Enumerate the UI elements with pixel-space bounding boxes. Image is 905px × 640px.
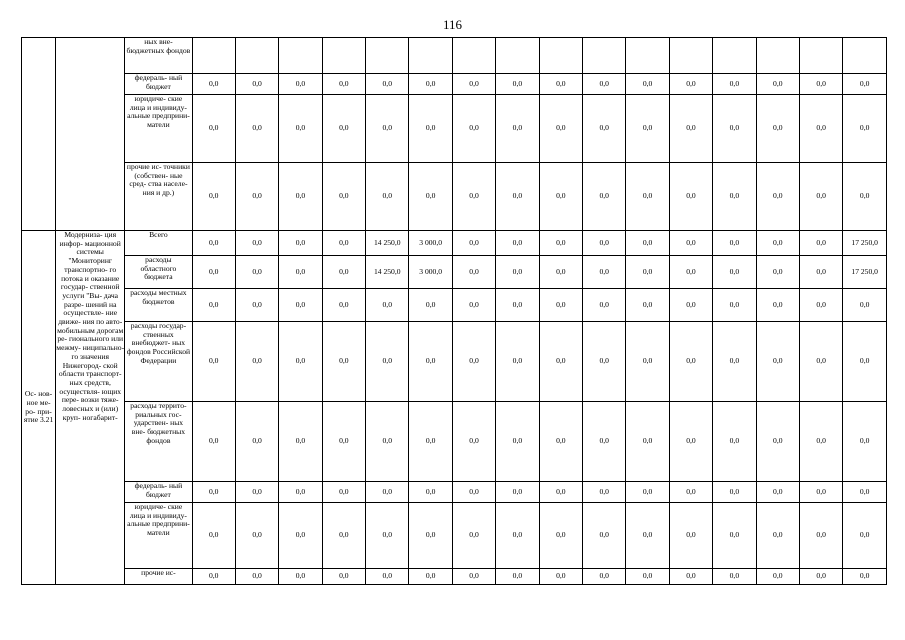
value-cell: 0,0 [279, 74, 322, 95]
value-cell: 14 250,0 [366, 256, 409, 289]
value-cell [843, 38, 887, 74]
source-cell: расходы областного бюджета [125, 256, 192, 289]
value-cell: 0,0 [235, 95, 278, 163]
value-cell: 0,0 [539, 74, 582, 95]
value-cell: 3 000,0 [409, 231, 452, 256]
value-cell: 0,0 [409, 163, 452, 231]
value-cell: 0,0 [452, 95, 495, 163]
value-cell: 0,0 [409, 95, 452, 163]
value-cell: 0,0 [496, 569, 539, 585]
value-cell: 0,0 [799, 482, 842, 503]
value-cell: 0,0 [669, 163, 712, 231]
value-cell: 0,0 [322, 503, 365, 569]
value-cell [626, 38, 669, 74]
value-cell: 14 250,0 [366, 231, 409, 256]
measure-name-cell: Модерниза- ция инфор- мационной системы "Мониторинг транспортно- го потока и оказание государ- ственной услуги "Вы- дача разре- шений на осуществле- ние движе- ния по авто- мобильным дорогам ре- гионального или межму- ниципально- го значения Нижегород- ской области транспорт- ных средств, осуществля- ющих пере- возки тяже- ловесных и (или) круп- ногабарит- [56, 231, 125, 585]
value-cell: 0,0 [756, 503, 799, 569]
value-cell: 0,0 [279, 569, 322, 585]
source-cell: расходы террито- риальных гос- ударствен- ных вне- бюджетных фондов [125, 402, 192, 482]
value-cell: 0,0 [713, 402, 756, 482]
value-cell: 0,0 [843, 482, 887, 503]
value-cell: 0,0 [583, 256, 626, 289]
value-cell: 0,0 [583, 503, 626, 569]
table-row [22, 289, 887, 322]
value-cell: 0,0 [539, 256, 582, 289]
value-cell: 0,0 [583, 231, 626, 256]
value-cell: 0,0 [669, 256, 712, 289]
value-cell: 0,0 [192, 74, 235, 95]
value-cell: 0,0 [496, 289, 539, 322]
value-cell: 0,0 [713, 569, 756, 585]
value-cell: 0,0 [496, 163, 539, 231]
value-cell: 0,0 [235, 569, 278, 585]
value-cell: 0,0 [496, 74, 539, 95]
value-cell: 0,0 [192, 289, 235, 322]
value-cell: 0,0 [799, 163, 842, 231]
value-cell: 0,0 [322, 289, 365, 322]
value-cell: 0,0 [799, 231, 842, 256]
value-cell: 0,0 [322, 163, 365, 231]
value-cell: 0,0 [756, 482, 799, 503]
value-cell: 17 250,0 [843, 256, 887, 289]
value-cell: 0,0 [626, 289, 669, 322]
table-row [22, 402, 887, 482]
value-cell: 0,0 [539, 482, 582, 503]
value-cell: 3 000,0 [409, 256, 452, 289]
table-row [22, 95, 887, 163]
value-cell: 0,0 [669, 289, 712, 322]
value-cell: 0,0 [843, 322, 887, 402]
value-cell: 0,0 [626, 163, 669, 231]
value-cell: 0,0 [235, 74, 278, 95]
value-cell: 0,0 [583, 95, 626, 163]
value-cell: 0,0 [539, 503, 582, 569]
value-cell: 0,0 [409, 402, 452, 482]
value-cell: 0,0 [843, 569, 887, 585]
value-cell: 0,0 [279, 163, 322, 231]
value-cell [669, 38, 712, 74]
value-cell: 0,0 [669, 95, 712, 163]
value-cell: 0,0 [843, 503, 887, 569]
value-cell: 0,0 [583, 289, 626, 322]
value-cell: 0,0 [235, 503, 278, 569]
value-cell: 0,0 [452, 256, 495, 289]
source-cell: юридиче- ские лица и индивиду- альные предприни- матели [125, 503, 192, 569]
value-cell: 0,0 [322, 482, 365, 503]
value-cell: 0,0 [669, 74, 712, 95]
value-cell [366, 38, 409, 74]
value-cell: 0,0 [583, 569, 626, 585]
value-cell: 0,0 [366, 322, 409, 402]
source-cell: ных вне- бюджетных фондов [125, 38, 192, 74]
financing-table [21, 37, 887, 585]
source-cell: расходы местных бюджетов [125, 289, 192, 322]
value-cell: 0,0 [583, 163, 626, 231]
value-cell: 0,0 [626, 95, 669, 163]
value-cell: 0,0 [843, 74, 887, 95]
value-cell: 0,0 [192, 402, 235, 482]
value-cell: 0,0 [756, 322, 799, 402]
value-cell: 0,0 [539, 289, 582, 322]
value-cell: 0,0 [452, 482, 495, 503]
value-cell: 0,0 [279, 289, 322, 322]
value-cell: 0,0 [192, 256, 235, 289]
value-cell: 0,0 [713, 289, 756, 322]
source-cell: прочие ис- [125, 569, 192, 585]
value-cell: 0,0 [322, 322, 365, 402]
value-cell: 0,0 [235, 322, 278, 402]
value-cell: 0,0 [713, 95, 756, 163]
measure-name-cell [56, 38, 125, 231]
value-cell: 0,0 [583, 482, 626, 503]
value-cell: 0,0 [235, 482, 278, 503]
value-cell: 0,0 [713, 74, 756, 95]
value-cell: 0,0 [756, 569, 799, 585]
value-cell: 0,0 [583, 74, 626, 95]
value-cell: 0,0 [799, 74, 842, 95]
value-cell: 0,0 [756, 163, 799, 231]
value-cell: 0,0 [539, 402, 582, 482]
value-cell: 0,0 [235, 256, 278, 289]
value-cell: 0,0 [366, 74, 409, 95]
value-cell: 0,0 [539, 95, 582, 163]
value-cell: 0,0 [713, 231, 756, 256]
value-cell: 0,0 [626, 402, 669, 482]
value-cell: 0,0 [843, 163, 887, 231]
value-cell: 0,0 [669, 231, 712, 256]
value-cell: 0,0 [279, 95, 322, 163]
value-cell [539, 38, 582, 74]
value-cell: 0,0 [192, 482, 235, 503]
value-cell: 0,0 [626, 503, 669, 569]
value-cell: 0,0 [669, 503, 712, 569]
source-cell: юридиче- ские лица и индивиду- альные предприни- матели [125, 95, 192, 163]
value-cell: 0,0 [713, 256, 756, 289]
value-cell: 0,0 [626, 482, 669, 503]
value-cell: 0,0 [409, 503, 452, 569]
value-cell [235, 38, 278, 74]
value-cell: 0,0 [322, 95, 365, 163]
value-cell [496, 38, 539, 74]
table-row [22, 163, 887, 231]
value-cell: 0,0 [366, 569, 409, 585]
value-cell: 0,0 [366, 163, 409, 231]
value-cell: 0,0 [192, 569, 235, 585]
value-cell: 0,0 [409, 482, 452, 503]
value-cell: 0,0 [322, 402, 365, 482]
value-cell: 0,0 [235, 289, 278, 322]
table-row [22, 569, 887, 585]
value-cell: 0,0 [496, 503, 539, 569]
source-cell: прочие ис- точники (собствен- ные сред- ства населе- ния и др.) [125, 163, 192, 231]
value-cell: 0,0 [452, 503, 495, 569]
source-cell: расходы государ- ственных внебюджет- ных фондов Российской Федерации [125, 322, 192, 402]
value-cell: 0,0 [843, 95, 887, 163]
value-cell: 0,0 [235, 231, 278, 256]
value-cell: 0,0 [452, 322, 495, 402]
value-cell: 0,0 [452, 402, 495, 482]
value-cell: 0,0 [279, 256, 322, 289]
value-cell [452, 38, 495, 74]
table-row [22, 482, 887, 503]
value-cell: 0,0 [756, 402, 799, 482]
value-cell: 0,0 [799, 289, 842, 322]
value-cell: 0,0 [279, 482, 322, 503]
value-cell: 0,0 [669, 569, 712, 585]
value-cell: 0,0 [583, 402, 626, 482]
value-cell: 0,0 [626, 322, 669, 402]
value-cell: 0,0 [799, 402, 842, 482]
value-cell [583, 38, 626, 74]
value-cell: 0,0 [496, 231, 539, 256]
value-cell: 0,0 [322, 231, 365, 256]
value-cell: 0,0 [626, 256, 669, 289]
value-cell: 0,0 [322, 256, 365, 289]
value-cell: 0,0 [843, 289, 887, 322]
table-row [22, 38, 887, 74]
value-cell: 0,0 [279, 231, 322, 256]
value-cell: 0,0 [235, 402, 278, 482]
value-cell: 0,0 [669, 482, 712, 503]
value-cell: 17 250,0 [843, 231, 887, 256]
value-cell: 0,0 [192, 231, 235, 256]
value-cell: 0,0 [322, 74, 365, 95]
value-cell: 0,0 [799, 95, 842, 163]
value-cell: 0,0 [756, 231, 799, 256]
page-number: 116 [442, 17, 463, 32]
value-cell: 0,0 [409, 74, 452, 95]
value-cell: 0,0 [452, 163, 495, 231]
measure-label-cell: Ос- нов- ное ме- ро- при- ятие 3.21 [22, 231, 56, 585]
value-cell [279, 38, 322, 74]
value-cell: 0,0 [366, 95, 409, 163]
measure-label-cell [22, 38, 56, 231]
value-cell: 0,0 [192, 163, 235, 231]
value-cell: 0,0 [192, 503, 235, 569]
value-cell: 0,0 [366, 402, 409, 482]
source-cell: федераль- ный бюджет [125, 74, 192, 95]
value-cell: 0,0 [452, 231, 495, 256]
value-cell: 0,0 [756, 256, 799, 289]
value-cell: 0,0 [366, 482, 409, 503]
table-row [22, 74, 887, 95]
value-cell: 0,0 [322, 569, 365, 585]
source-cell: Всего [125, 231, 192, 256]
value-cell: 0,0 [496, 256, 539, 289]
value-cell: 0,0 [496, 482, 539, 503]
value-cell: 0,0 [669, 322, 712, 402]
table-row [22, 503, 887, 569]
value-cell: 0,0 [496, 95, 539, 163]
value-cell: 0,0 [409, 322, 452, 402]
value-cell: 0,0 [843, 402, 887, 482]
value-cell: 0,0 [452, 74, 495, 95]
value-cell: 0,0 [192, 95, 235, 163]
value-cell: 0,0 [539, 569, 582, 585]
value-cell [713, 38, 756, 74]
value-cell [756, 38, 799, 74]
value-cell: 0,0 [626, 231, 669, 256]
value-cell: 0,0 [409, 569, 452, 585]
value-cell [409, 38, 452, 74]
value-cell: 0,0 [626, 74, 669, 95]
value-cell: 0,0 [496, 322, 539, 402]
value-cell: 0,0 [799, 503, 842, 569]
value-cell [322, 38, 365, 74]
value-cell: 0,0 [713, 163, 756, 231]
value-cell: 0,0 [409, 289, 452, 322]
value-cell: 0,0 [583, 322, 626, 402]
value-cell: 0,0 [452, 569, 495, 585]
source-cell: федераль- ный бюджет [125, 482, 192, 503]
value-cell: 0,0 [713, 322, 756, 402]
value-cell: 0,0 [756, 95, 799, 163]
table-row [22, 231, 887, 256]
value-cell: 0,0 [756, 74, 799, 95]
value-cell: 0,0 [539, 322, 582, 402]
table-row [22, 256, 887, 289]
value-cell: 0,0 [626, 569, 669, 585]
value-cell [799, 38, 842, 74]
value-cell: 0,0 [539, 231, 582, 256]
value-cell: 0,0 [452, 289, 495, 322]
value-cell: 0,0 [279, 402, 322, 482]
value-cell: 0,0 [366, 503, 409, 569]
value-cell: 0,0 [539, 163, 582, 231]
value-cell: 0,0 [366, 289, 409, 322]
table-row [22, 322, 887, 402]
value-cell: 0,0 [799, 569, 842, 585]
value-cell: 0,0 [799, 256, 842, 289]
value-cell: 0,0 [669, 402, 712, 482]
value-cell: 0,0 [192, 322, 235, 402]
value-cell: 0,0 [235, 163, 278, 231]
value-cell [192, 38, 235, 74]
value-cell: 0,0 [279, 503, 322, 569]
value-cell: 0,0 [279, 322, 322, 402]
value-cell: 0,0 [713, 503, 756, 569]
value-cell: 0,0 [799, 322, 842, 402]
value-cell: 0,0 [713, 482, 756, 503]
value-cell: 0,0 [756, 289, 799, 322]
value-cell: 0,0 [496, 402, 539, 482]
